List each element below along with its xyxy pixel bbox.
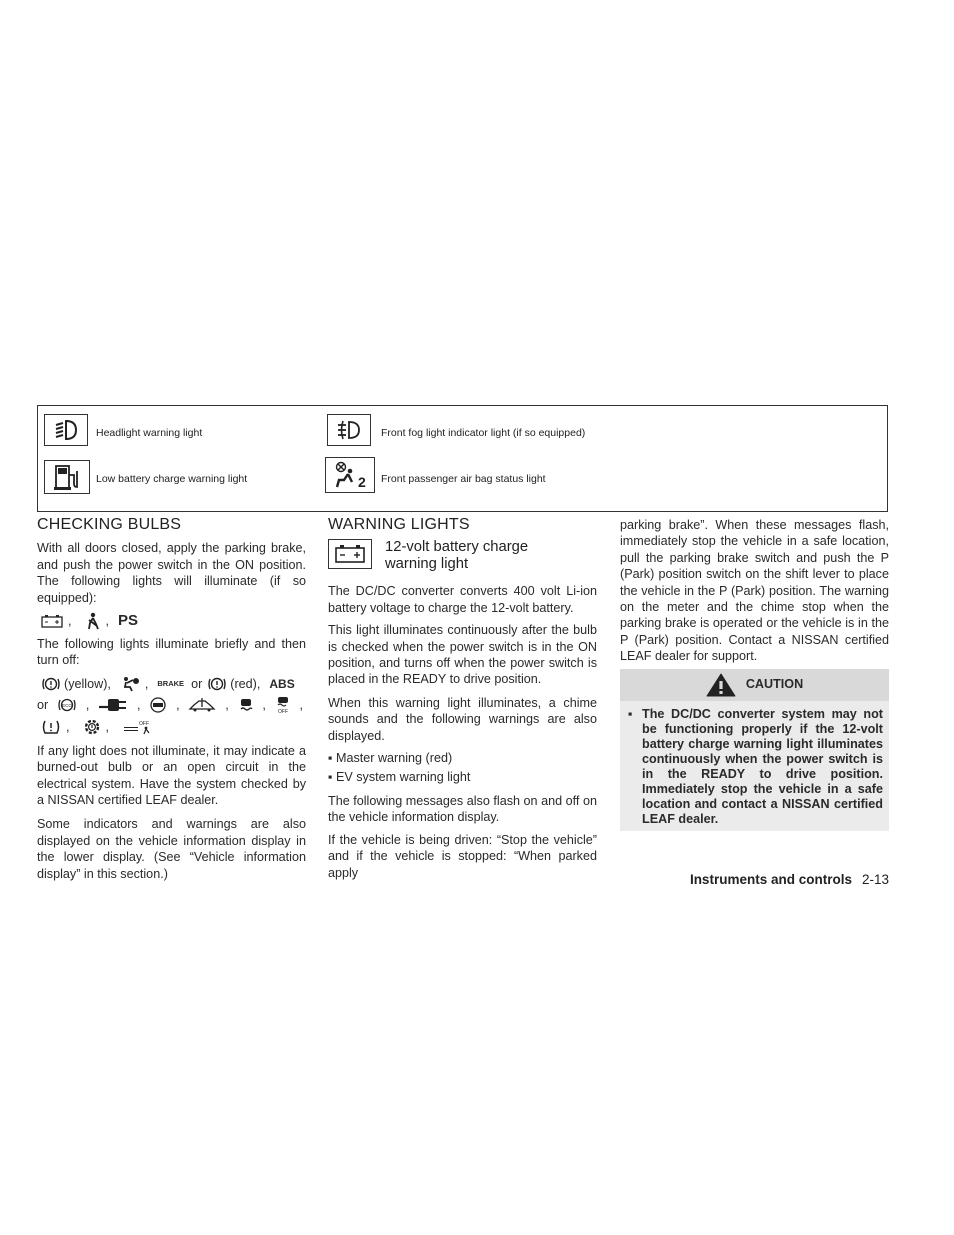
checking-bulbs-column	[37, 517, 306, 888]
warning-triangle-icon	[706, 673, 736, 697]
warning-lights-paragraph-2: This light illuminates continuously after the bulb is checked when the power switch is in the ON position, and turns off when the power switch is placed in the READY to drive position.	[328, 623, 597, 687]
seatbelt-warning-icon	[85, 612, 101, 630]
slip-off-icon	[275, 696, 291, 714]
charge-connector-icon	[98, 696, 128, 714]
checking-bulbs-paragraph-2: The following lights illuminate briefly and then turn off:	[37, 637, 306, 668]
comma: ,	[299, 697, 303, 712]
comma: ,	[105, 719, 109, 734]
checking-bulbs-paragraph-1: With all doors closed, apply the parking brake, and push the power switch in the ON position. The following lights will illuminate (if so equipped):	[37, 541, 306, 605]
brake-circle-icon	[41, 676, 61, 692]
page-footer	[690, 872, 889, 887]
comma: ,	[66, 719, 70, 734]
continued-paragraph: parking brake”. When these messages flash, immediately stop the vehicle in a safe location, pull the parking brake switch and push the P (Park) position switch on the shift lever to place the vehicle in the P (Park) position. The warning on the meter and the chime stop when the parking brake is operated or the vehicle is in the P (Park) position. Contact a NISSAN certified LEAF dealer for support.	[620, 518, 889, 664]
indicator-legend-box	[37, 405, 888, 512]
comma: ,	[176, 697, 180, 712]
caution-header	[620, 669, 889, 701]
footer-section-title: Instruments and controls	[689, 872, 852, 887]
or-text: or	[37, 697, 49, 712]
comma: ,	[105, 613, 109, 628]
caution-box	[620, 669, 889, 831]
page-number: 2-13	[861, 872, 889, 887]
warning-lights-column	[328, 517, 597, 887]
tire-pressure-icon	[41, 719, 61, 735]
caution-title: CAUTION	[745, 677, 804, 692]
svg-text:2: 2	[358, 474, 366, 490]
brake-circle-icon	[207, 676, 227, 692]
comma: ,	[225, 697, 229, 712]
bullet-master-warning: ▪ Master warning (red)	[328, 751, 453, 766]
passenger-airbag-off-icon	[122, 719, 152, 735]
vehicle-circle-icon	[149, 696, 167, 714]
comma: ,	[85, 697, 90, 712]
passenger-airbag-status-label: Front passenger air bag status light	[381, 473, 546, 485]
comma: ,	[68, 613, 72, 628]
checking-bulbs-paragraph-4: Some indicators and warnings are also displayed on the vehicle information display in the lower display. (See “Vehicle information display” in this section.)	[37, 817, 306, 881]
continued-column	[620, 517, 889, 831]
airbag-warning-icon	[122, 676, 140, 692]
or-text: or	[191, 676, 203, 691]
low-battery-charge-label: Low battery charge warning light	[96, 473, 248, 485]
warning-lights-paragraph-3: When this warning light illuminates, a chime sounds and the following warnings are also displayed.	[328, 695, 597, 743]
slip-indicator-icon	[238, 697, 254, 713]
caution-text: The DC/DC converter system may not be functioning properly if the 12-volt battery charge warning light illuminates continuously when the power switch is in the READY to drive position. Immediately stop the vehicle in a safe location and contact a NISSAN certified LEAF dealer.	[642, 706, 883, 826]
battery-warning-subheading: 12-volt battery charge warning light	[385, 539, 529, 573]
battery-charge-warning-icon	[328, 539, 372, 569]
caution-body	[620, 701, 889, 831]
svg-text:OFF: OFF	[139, 720, 149, 727]
bullet-ev-system-warning: ▪ EV system warning light	[328, 770, 471, 785]
headlight-warning-label: Headlight warning light	[96, 427, 203, 439]
bulb-check-icons-row-1	[41, 612, 306, 630]
gear-warning-icon	[83, 718, 101, 736]
svg-text:ECO: ECO	[62, 702, 72, 708]
front-fog-light-label: Front fog light indicator light (if so equipped)	[381, 427, 586, 439]
brake-text-icon: BRAKE	[157, 678, 185, 688]
warning-lights-paragraph-4: The following messages also flash on and off on the vehicle information display.	[328, 793, 597, 825]
abs-text-icon: ABS	[269, 676, 295, 691]
caution-bullet: ▪	[628, 706, 633, 721]
battery-warning-subheader	[328, 539, 597, 583]
warning-lights-paragraph-1: The DC/DC converter converts 400 volt Li-ion battery voltage to charge the 12-volt battery.	[328, 584, 597, 615]
comma: ,	[262, 697, 266, 712]
eco-circle-icon	[57, 697, 77, 713]
headlight-warning-icon	[44, 414, 88, 446]
power-steering-ps-label: PS	[118, 611, 139, 629]
front-fog-light-icon	[327, 414, 371, 446]
comma: ,	[144, 676, 149, 691]
checking-bulbs-heading: CHECKING BULBS	[37, 516, 182, 533]
yellow-text: (yellow),	[64, 676, 111, 691]
battery-icon	[41, 614, 63, 628]
bulb-check-icons-row-4	[41, 717, 306, 737]
bulb-check-icons-row-3	[37, 695, 303, 715]
comma: ,	[136, 697, 141, 712]
svg-text:OFF: OFF	[277, 708, 288, 714]
passenger-airbag-status-icon	[325, 457, 375, 493]
bulb-check-icons-row-2	[41, 675, 306, 693]
open-door-icon	[188, 697, 216, 713]
low-battery-charge-icon	[44, 460, 90, 494]
warning-lights-paragraph-5: If the vehicle is being driven: “Stop the vehicle” and if the vehicle is stopped: “When parked apply	[328, 832, 597, 880]
warning-lights-heading: WARNING LIGHTS	[328, 516, 470, 533]
red-text: (red),	[230, 676, 261, 691]
checking-bulbs-paragraph-3: If any light does not illuminate, it may indicate a burned-out bulb or an open circuit in the electrical system. Have the system checked by a NISSAN certified LEAF dealer.	[37, 743, 306, 808]
